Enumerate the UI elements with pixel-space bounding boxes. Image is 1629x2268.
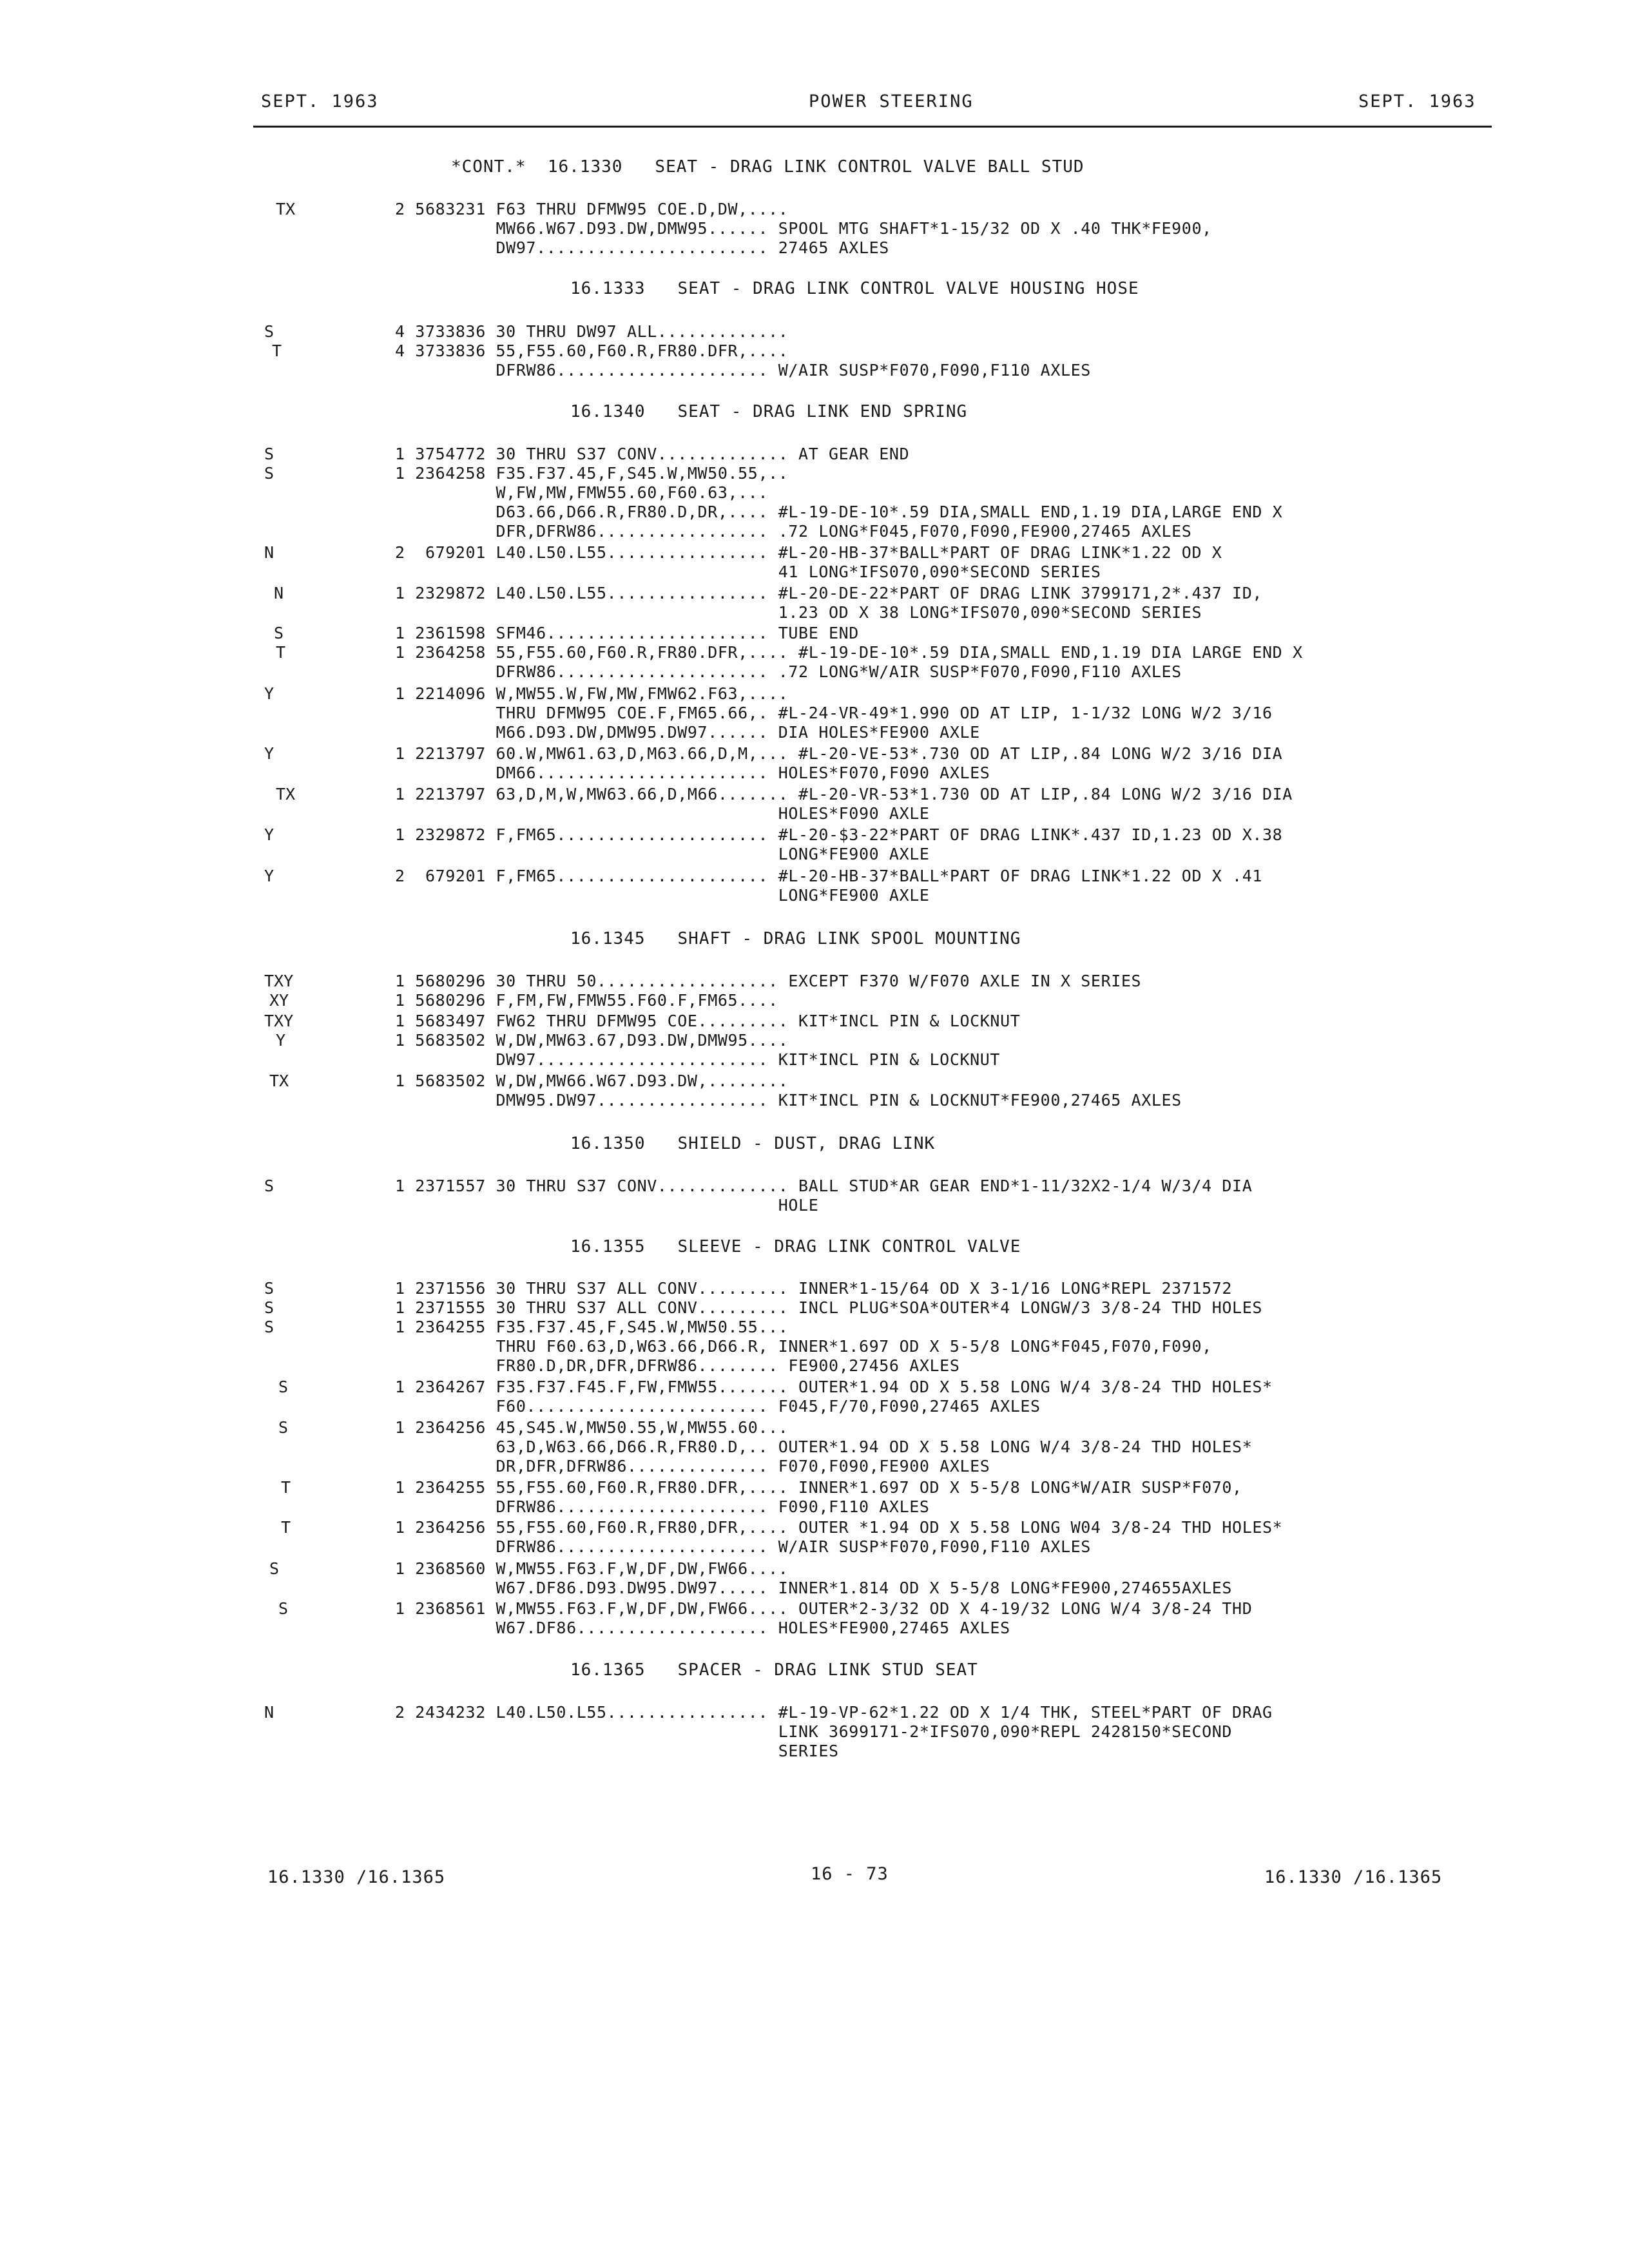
part-line: 1 2364255 55,F55.60,F60.R,FR80.DFR,.... INNER*1.697 OD X 5-5/8 LONG*W/AIR SUSP*F070, [395, 1478, 1242, 1497]
model-code: T [281, 1478, 291, 1497]
part-line: DFR,DFRW86................. .72 LONG*F045,F070,F090,FE900,27465 AXLES [395, 522, 1192, 541]
part-line: THRU F60.63,D,W63.66,D66.R, INNER*1.697 OD X 5-5/8 LONG*F045,F070,F090, [395, 1337, 1212, 1356]
part-line: 1 2364258 55,F55.60,F60.R,FR80.DFR,.... #L-19-DE-10*.59 DIA,SMALL END,1.19 DIA LARGE END X [395, 643, 1303, 662]
model-code: TX [276, 200, 296, 218]
model-code: S [264, 445, 275, 463]
part-line: DR,DFR,DFRW86.............. F070,F090,FE900 AXLES [395, 1457, 990, 1475]
part-line: DMW95.DW97................. KIT*INCL PIN & LOCKNUT*FE900,27465 AXLES [395, 1091, 1182, 1110]
model-code: Y [264, 867, 275, 885]
part-line: DM66....................... HOLES*F070,F090 AXLES [395, 764, 990, 782]
part-line: 1 5683497 FW62 THRU DFMW95 COE......... KIT*INCL PIN & LOCKNUT [395, 1012, 1021, 1030]
model-code: XY [269, 991, 289, 1010]
section-heading-1365: 16.1365 SPACER - DRAG LINK STUD SEAT [570, 1660, 978, 1680]
model-code: T [276, 643, 286, 662]
part-line: 2 5683231 F63 THRU DFMW95 COE.D,DW,.... [395, 200, 789, 218]
model-code: T [272, 341, 282, 360]
part-line: 1 2364256 45,S45.W,MW50.55,W,MW55.60... [395, 1418, 789, 1437]
part-line: MW66.W67.D93.DW,DMW95...... SPOOL MTG SHAFT*1-15/32 OD X .40 THK*FE900, [395, 219, 1212, 238]
part-line: 1.23 OD X 38 LONG*IFS070,090*SECOND SERIES [395, 603, 1202, 622]
part-line: FR80.D,DR,DFR,DFRW86........ FE900,27456 AXLES [395, 1356, 960, 1375]
model-code: N [264, 1703, 275, 1722]
model-code: S [278, 1378, 289, 1396]
model-code: S [264, 1279, 275, 1298]
part-line: DFRW86..................... W/AIR SUSP*F070,F090,F110 AXLES [395, 1537, 1091, 1556]
model-code: S [274, 624, 284, 642]
part-line: DW97....................... 27465 AXLES [395, 238, 889, 257]
section-heading-1345: 16.1345 SHAFT - DRAG LINK SPOOL MOUNTING [570, 929, 1021, 948]
model-code: S [264, 464, 275, 483]
part-line: 1 2329872 L40.L50.L55................ #L-20-DE-22*PART OF DRAG LINK 3799171,2*.437 ID, [395, 584, 1263, 602]
model-code: TX [269, 1072, 289, 1090]
part-line: F60........................ F045,F/70,F090,27465 AXLES [395, 1397, 1041, 1416]
part-line: 2 2434232 L40.L50.L55................ #L-19-VP-62*1.22 OD X 1/4 THK, STEEL*PART OF DRAG [395, 1703, 1273, 1722]
part-line: DFRW86..................... .72 LONG*W/AIR SUSP*F070,F090,F110 AXLES [395, 662, 1182, 681]
model-code: T [281, 1518, 291, 1537]
model-code: Y [276, 1031, 286, 1050]
model-code: TXY [264, 1012, 294, 1030]
part-line: 1 2364267 F35.F37.F45.F,FW,FMW55....... OUTER*1.94 OD X 5.58 LONG W/4 3/8-24 THD HOLES* [395, 1378, 1273, 1396]
footer-range-right: 16.1330 /16.1365 [1264, 1867, 1443, 1887]
part-line: SERIES [395, 1742, 839, 1760]
part-line: 1 2371557 30 THRU S37 CONV............. BALL STUD*AR GEAR END*1-11/32X2-1/4 W/3/4 DIA [395, 1177, 1253, 1195]
header-date-right: SEPT. 1963 [1358, 91, 1476, 111]
part-line: DFRW86..................... W/AIR SUSP*F070,F090,F110 AXLES [395, 361, 1091, 380]
part-line: DFRW86..................... F090,F110 AXLES [395, 1497, 930, 1516]
part-line: 4 3733836 30 THRU DW97 ALL............. [395, 322, 789, 341]
part-line: HOLES*F090 AXLE [395, 804, 930, 823]
part-line: 1 2368560 W,MW55.F63.F,W,DF,DW,FW66.... [395, 1559, 789, 1578]
part-line: 1 2364256 55,F55.60,F60.R,FR80,DFR,.... OUTER *1.94 OD X 5.58 LONG W04 3/8-24 THD HOLES* [395, 1518, 1283, 1537]
section-heading-1350: 16.1350 SHIELD - DUST, DRAG LINK [570, 1134, 936, 1153]
part-line: DW97....................... KIT*INCL PIN & LOCKNUT [395, 1050, 1001, 1069]
part-line: W67.DF86................... HOLES*FE900,27465 AXLES [395, 1619, 1010, 1637]
part-line: 63,D,W63.66,D66.R,FR80.D,.. OUTER*1.94 OD X 5.58 LONG W/4 3/8-24 THD HOLES* [395, 1437, 1253, 1456]
part-line: LONG*FE900 AXLE [395, 886, 930, 905]
part-line: 1 2329872 F,FM65..................... #L-20-$3-22*PART OF DRAG LINK*.437 ID,1.23 OD X.38 [395, 825, 1283, 844]
footer-range-left: 16.1330 /16.1365 [267, 1867, 446, 1887]
part-line: 1 2364258 F35.F37.45,F,S45.W,MW50.55,.. [395, 464, 789, 483]
header-date-left: SEPT. 1963 [261, 91, 379, 111]
part-line: D63.66,D66.R,FR80.D,DR,.... #L-19-DE-10*.59 DIA,SMALL END,1.19 DIA,LARGE END X [395, 503, 1283, 521]
part-line: 1 5680296 F,FM,FW,FMW55.F60.F,FM65.... [395, 991, 778, 1010]
section-heading-1340: 16.1340 SEAT - DRAG LINK END SPRING [570, 402, 968, 421]
part-line: 2 679201 F,FM65..................... #L-20-HB-37*BALL*PART OF DRAG LINK*1.22 OD X .41 [395, 867, 1263, 885]
section-heading-1333: 16.1333 SEAT - DRAG LINK CONTROL VALVE HOUSING HOSE [570, 279, 1139, 298]
part-line: M66.D93.DW,DMW95.DW97...... DIA HOLES*FE900 AXLE [395, 723, 980, 742]
model-code: S [264, 1318, 275, 1336]
model-code: S [264, 322, 275, 341]
model-code: S [264, 1177, 275, 1195]
section-heading-1330: *CONT.* 16.1330 SEAT - DRAG LINK CONTROL VALVE BALL STUD [451, 157, 1084, 177]
model-code: S [264, 1298, 275, 1317]
part-line: W,FW,MW,FMW55.60,F60.63,... [395, 483, 769, 502]
part-line: HOLE [395, 1196, 819, 1215]
part-line: 1 5683502 W,DW,MW66.W67.D93.DW,........ [395, 1072, 789, 1090]
part-line: 1 2371556 30 THRU S37 ALL CONV......... INNER*1-15/64 OD X 3-1/16 LONG*REPL 2371572 [395, 1279, 1233, 1298]
part-line: 1 2213797 63,D,M,W,MW63.66,D,M66....... #L-20-VR-53*1.730 OD AT LIP,.84 LONG W/2 3/16 DIA [395, 785, 1293, 803]
model-code: Y [264, 684, 275, 703]
part-line: 1 2214096 W,MW55.W,FW,MW,FMW62.F63,.... [395, 684, 789, 703]
section-heading-1355: 16.1355 SLEEVE - DRAG LINK CONTROL VALVE [570, 1237, 1021, 1256]
part-line: 1 2368561 W,MW55.F63.F,W,DF,DW,FW66.... OUTER*2-3/32 OD X 4-19/32 LONG W/4 3/8-24 THD [395, 1599, 1253, 1618]
model-code: S [278, 1599, 289, 1618]
part-line: W67.DF86.D93.DW95.DW97..... INNER*1.814 OD X 5-5/8 LONG*FE900,274655AXLES [395, 1579, 1233, 1597]
part-line: 1 5683502 W,DW,MW63.67,D93.DW,DMW95.... [395, 1031, 789, 1050]
part-line: LINK 3699171-2*IFS070,090*REPL 2428150*SECOND [395, 1722, 1233, 1741]
part-line: 1 2361598 SFM46...................... TUBE END [395, 624, 859, 642]
header-title: POWER STEERING [809, 91, 974, 111]
page-number: 16 - 73 [811, 1864, 889, 1884]
model-code: S [269, 1559, 280, 1578]
part-line: 1 2364255 F35.F37.45,F,S45.W,MW50.55... [395, 1318, 789, 1336]
model-code: Y [264, 744, 275, 763]
part-line: 1 3754772 30 THRU S37 CONV............. AT GEAR END [395, 445, 910, 463]
model-code: N [274, 584, 284, 602]
part-line: THRU DFMW95 COE.F,FM65.66,. #L-24-VR-49*1.990 OD AT LIP, 1-1/32 LONG W/2 3/16 [395, 704, 1273, 722]
part-line: 1 2371555 30 THRU S37 ALL CONV......... INCL PLUG*SOA*OUTER*4 LONGW/3 3/8-24 THD HOLES [395, 1298, 1263, 1317]
part-line: 2 679201 L40.L50.L55................ #L-20-HB-37*BALL*PART OF DRAG LINK*1.22 OD X [395, 543, 1222, 562]
part-line: 1 5680296 30 THRU 50.................. EXCEPT F370 W/F070 AXLE IN X SERIES [395, 972, 1142, 990]
part-line: 1 2213797 60.W,MW61.63,D,M63.66,D,M,... #L-20-VE-53*.730 OD AT LIP,.84 LONG W/2 3/16 DIA [395, 744, 1283, 763]
part-line: 41 LONG*IFS070,090*SECOND SERIES [395, 562, 1101, 581]
part-line: LONG*FE900 AXLE [395, 845, 930, 863]
model-code: N [264, 543, 275, 562]
model-code: S [278, 1418, 289, 1437]
model-code: TX [276, 785, 296, 803]
part-line: 4 3733836 55,F55.60,F60.R,FR80.DFR,.... [395, 341, 789, 360]
model-code: TXY [264, 972, 294, 990]
header-rule [253, 126, 1492, 128]
model-code: Y [264, 825, 275, 844]
